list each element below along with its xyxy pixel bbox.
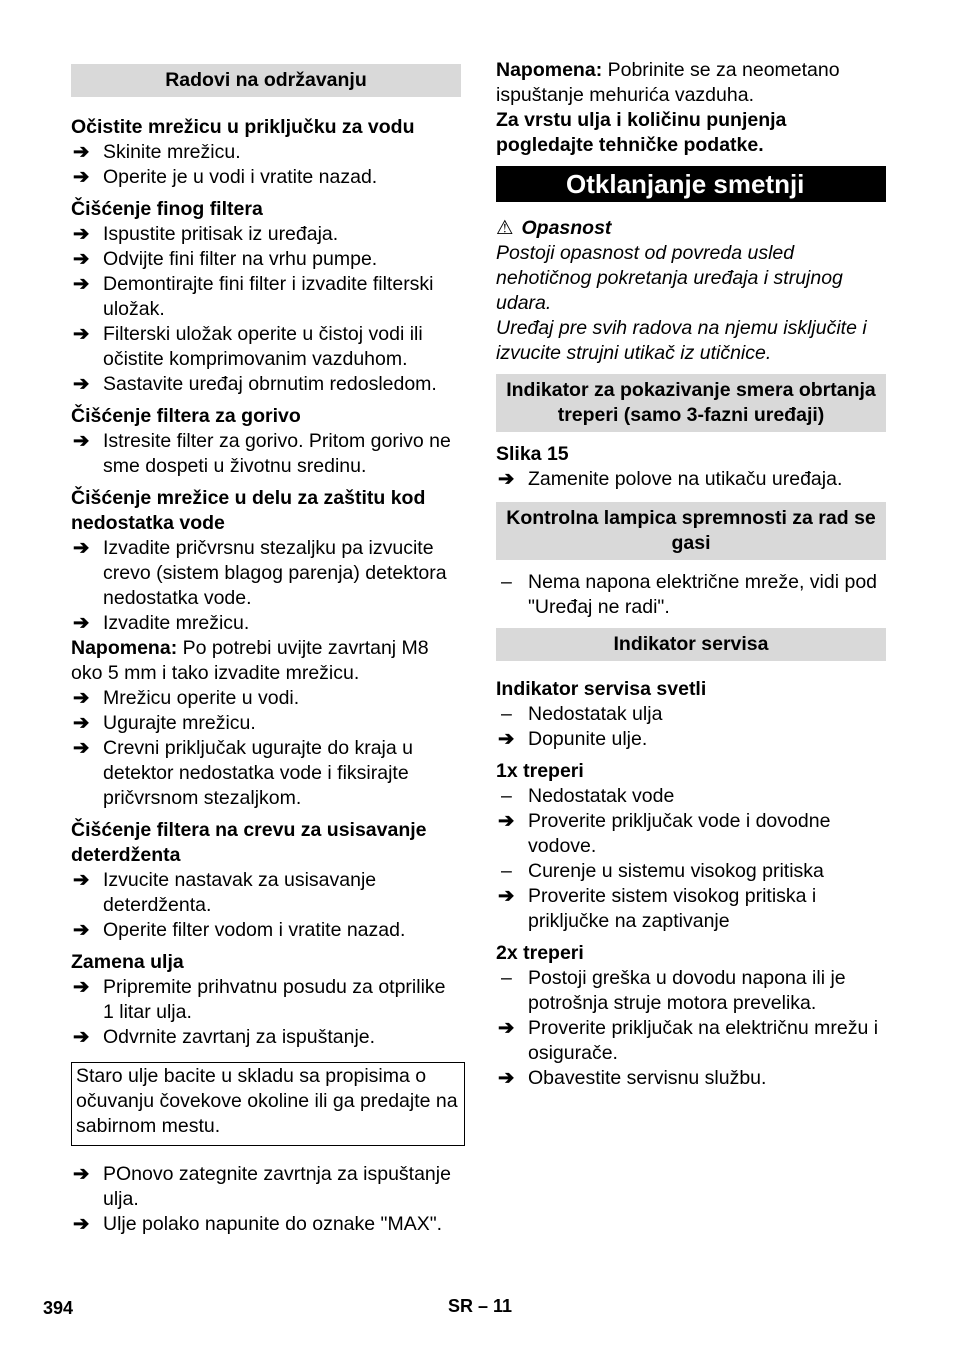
warning-icon: ⚠ (496, 217, 514, 239)
page-number: 394 (43, 1298, 74, 1318)
step: ➔ Izvadite pričvrsnu stezaljku pa izvucite crevo (sistem blagog parenja) detektora nedostatka vode. (73, 537, 447, 609)
step: ➔ Demontirajte fini filter i izvadite filterski uložak. (73, 273, 434, 320)
cause: – Nedostatak vode (501, 785, 675, 807)
heading-service-lit: Indikator servisa svetli (496, 678, 707, 700)
arrow-icon: ➔ (498, 885, 515, 907)
heading-blink-2: 2x treperi (496, 942, 584, 964)
danger-label: ⚠ Opasnost (496, 217, 612, 239)
dash-icon: – (501, 785, 512, 807)
arrow-icon: ➔ (498, 1017, 515, 1039)
arrow-icon: ➔ (73, 919, 90, 941)
arrow-icon: ➔ (498, 810, 515, 832)
step: ➔ Odvijte fini filter na vrhu pumpe. (73, 248, 378, 270)
heading-oil-change: Zamena ulja (71, 951, 184, 973)
arrow-icon: ➔ (73, 273, 90, 295)
arrow-icon: ➔ (73, 223, 90, 245)
step: ➔ Sastavite uređaj obrnutim redosledom. (73, 373, 437, 395)
heading-fuel-filter: Čišćenje filtera za gorivo (71, 405, 301, 427)
dash-icon: – (501, 860, 512, 882)
arrow-icon: ➔ (498, 728, 515, 750)
step: ➔ Proverite priključak vode i dovodne vodove. (498, 810, 831, 857)
step: ➔ Dopunite ulje. (498, 728, 648, 750)
step: ➔ Izvadite mrežicu. (73, 612, 250, 634)
note: Napomena: Pobrinite se za neometano ispuštanje mehurića vazduha. (496, 59, 840, 106)
arrow-icon: ➔ (73, 687, 90, 709)
arrow-icon: ➔ (73, 712, 90, 734)
figure-ref: Slika 15 (496, 443, 569, 465)
step: ➔ Proverite sistem visokog pritiska i priključke na zaptivanje (498, 885, 817, 932)
oil-spec-note: Za vrstu ulja i količinu punjenja pogledajte tehničke podatke. (496, 109, 787, 156)
step: ➔ Pripremite prihvatnu posudu za otprilike 1 litar ulja. (73, 976, 446, 1023)
step: ➔ Filterski uložak operite u čistoj vodi ili očistite komprimovanim vazduhom. (73, 323, 423, 370)
chapter-title: Otklanjanje smetnji (496, 166, 886, 202)
arrow-icon: ➔ (73, 869, 90, 891)
arrow-icon: ➔ (498, 468, 515, 490)
step: ➔ POnovo zategnite zavrtnja za ispuštanje ulja. (73, 1163, 451, 1210)
cause: – Nedostatak ulja (501, 703, 663, 725)
arrow-icon: ➔ (73, 166, 90, 188)
arrow-icon: ➔ (73, 373, 90, 395)
arrow-icon: ➔ (73, 248, 90, 270)
heading-water-strainer: Očistite mrežicu u priključku za vodu (71, 116, 415, 138)
step: ➔ Operite filter vodom i vratite nazad. (73, 919, 406, 941)
step: ➔ Operite je u vodi i vratite nazad. (73, 166, 378, 188)
language-page-label: SR – 11 (448, 1296, 513, 1316)
section-title-service: Indikator servisa (496, 628, 886, 661)
step: ➔ Ulje polako napunite do oznake "MAX". (73, 1213, 443, 1235)
section-title-maintenance: Radovi na održavanju (71, 64, 461, 97)
arrow-icon: ➔ (73, 1026, 90, 1048)
arrow-icon: ➔ (73, 976, 90, 998)
arrow-icon: ➔ (73, 537, 90, 559)
right-column (496, 58, 886, 1091)
arrow-icon: ➔ (73, 1213, 90, 1235)
heading-low-water-strainer: Čišćenje mrežice u delu za zaštitu kod nedostatka vode (71, 487, 426, 534)
dash-icon: – (501, 571, 512, 593)
cause: – Nema napona električne mreže, vidi pod "Uređaj ne radi". (501, 571, 878, 618)
step: ➔ Odvrnite zavrtanj za ispuštanje. (73, 1026, 376, 1048)
arrow-icon: ➔ (73, 430, 90, 452)
heading-fine-filter: Čišćenje finog filtera (71, 198, 263, 220)
step: ➔ Izvucite nastavak za usisavanje deterdženta. (73, 869, 377, 916)
step: ➔ Ispustite pritisak iz uređaja. (73, 223, 339, 245)
dash-icon: – (501, 967, 512, 989)
cause: – Curenje u sistemu visokog pritiska (501, 860, 824, 882)
arrow-icon: ➔ (73, 737, 90, 759)
arrow-icon: ➔ (498, 1067, 515, 1089)
step: ➔ Mrežicu operite u vodi. (73, 687, 300, 709)
arrow-icon: ➔ (73, 1163, 90, 1185)
arrow-icon: ➔ (73, 323, 90, 345)
note: Napomena: Po potrebi uvijte zavrtanj M8 oko 5 mm i tako izvadite mrežicu. (71, 637, 429, 684)
heading-detergent-filter: Čišćenje filtera na crevu za usisavanje deterdženta (71, 819, 427, 866)
step: ➔ Obavestite servisnu službu. (498, 1067, 767, 1089)
section-title-ready-lamp: Kontrolna lampica spremnosti za rad se gasi (496, 502, 886, 560)
dash-icon: – (501, 703, 512, 725)
cause: – Postoji greška u dovodu napona ili je potrošnja struje motora prevelika. (501, 967, 846, 1014)
arrow-icon: ➔ (73, 612, 90, 634)
left-column (71, 58, 461, 1237)
step: ➔ Skinite mrežicu. (73, 141, 241, 163)
danger-text: Postoji opasnost od povreda usled nehotičnog pokretanja uređaja i strujnog udara. (496, 242, 843, 314)
environment-note-box: Staro ulje bacite u skladu sa propisima o očuvanju čovekove okoline ili ga predajte na sabirnom mestu. (71, 1062, 465, 1146)
step: ➔ Proverite priključak na električnu mrežu i osigurače. (498, 1017, 879, 1064)
section-title-rotation: Indikator za pokazivanje smera obrtanja treperi (samo 3-fazni uređaji) (496, 374, 886, 432)
danger-text: Uređaj pre svih radova na njemu isključite i izvucite strujni utikač iz utičnice. (496, 317, 867, 364)
step: ➔ Ugurajte mrežicu. (73, 712, 256, 734)
step: ➔ Zamenite polove na utikaču uređaja. (498, 468, 843, 490)
step: ➔ Crevni priključak ugurajte do kraja u detektor nedostatka vode i fiksirajte pričvrsnom stezaljkom. (73, 737, 413, 809)
arrow-icon: ➔ (73, 141, 90, 163)
step: ➔ Istresite filter za gorivo. Pritom gorivo ne sme dospeti u životnu sredinu. (73, 430, 451, 477)
heading-blink-1: 1x treperi (496, 760, 584, 782)
